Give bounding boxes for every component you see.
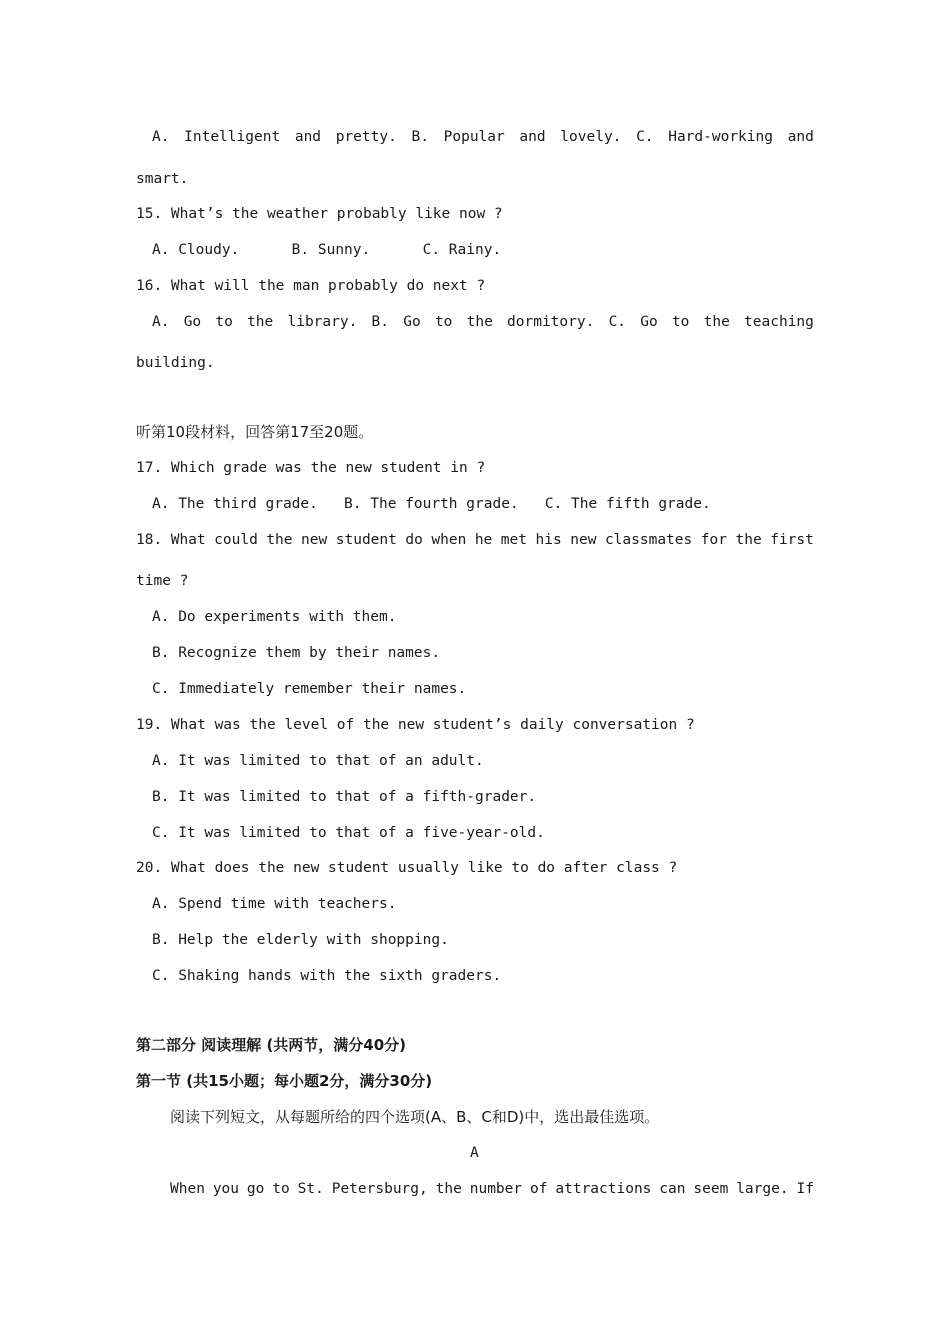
word: he (474, 532, 493, 548)
q16-continuation: building. (136, 355, 215, 371)
word: lovely. (560, 129, 622, 145)
q16-options (152, 312, 814, 332)
word: of (530, 1181, 548, 1197)
word: student (335, 532, 397, 548)
word: A. (152, 129, 170, 145)
word: first (770, 532, 814, 548)
word: to (434, 314, 453, 330)
q19-question: 19. What was the level of the new student’s daily conversation ? (136, 717, 695, 733)
word: Petersburg, (331, 1181, 428, 1197)
word: can (659, 1181, 686, 1197)
word: Go (403, 314, 421, 330)
word: If (796, 1181, 814, 1197)
q15-options: A. Cloudy. B. Sunny. C. Rainy. (152, 242, 502, 258)
q20-option-a: A. Spend time with teachers. (152, 896, 397, 912)
part2-heading: 第二部分 阅读理解 (共两节，满分40分) (136, 1036, 407, 1054)
q20-option-b: B. Help the elderly with shopping. (152, 932, 449, 948)
word: do (405, 532, 423, 548)
word: B. (371, 314, 390, 330)
word: could (214, 532, 258, 548)
word: St. (297, 1181, 324, 1197)
q18-question (136, 530, 814, 550)
q19-option-b: B. It was limited to that of a fifth-grader. (152, 789, 537, 805)
q14-continuation: smart. (136, 171, 189, 187)
word: and (519, 129, 546, 145)
word: go (246, 1181, 265, 1197)
word: his (535, 532, 562, 548)
q19-option-a: A. It was limited to that of an adult. (152, 753, 484, 769)
word: Popular (443, 129, 505, 145)
word: number (469, 1181, 523, 1197)
word: to (671, 314, 690, 330)
q15-question: 15. What’s the weather probably like now ? (136, 206, 503, 222)
word: A. (152, 314, 170, 330)
reading-instruction: 阅读下列短文，从每题所给的四个选项(A、B、C和D)中，选出最佳选项。 (170, 1108, 660, 1126)
word: Go (183, 314, 202, 330)
word: teaching (744, 314, 814, 330)
word: the (735, 532, 762, 548)
word: new (570, 532, 597, 548)
q16-question: 16. What will the man probably do next ? (136, 278, 486, 294)
section-note: 听第10段材料，回答第17至20题。 (136, 423, 374, 441)
word: to (272, 1181, 290, 1197)
word: attractions (555, 1181, 652, 1197)
passage-letter: A (470, 1145, 479, 1161)
word: you (212, 1181, 240, 1197)
word: C. (608, 314, 627, 330)
q18-option-a: A. Do experiments with them. (152, 609, 397, 625)
word: for (700, 532, 727, 548)
word: library. (287, 314, 358, 330)
word: When (170, 1181, 205, 1197)
word: pretty. (335, 129, 397, 145)
word: 18. (136, 532, 163, 548)
word: What (170, 532, 206, 548)
word: when (431, 532, 467, 548)
word: B. (411, 129, 429, 145)
q20-option-c: C. Shaking hands with the sixth graders. (152, 968, 502, 984)
word: seem (693, 1181, 729, 1197)
word: classmates (604, 532, 693, 548)
q18-option-c: C. Immediately remember their names. (152, 681, 467, 697)
word: C. (636, 129, 654, 145)
q17-options: A. The third grade. B. The fourth grade. C. The fifth grade. (152, 496, 711, 512)
word: Intelligent (184, 129, 281, 145)
q20-question: 20. What does the new student usually like to do after class ? (136, 860, 678, 876)
word: and (294, 129, 322, 145)
q18-option-b: B. Recognize them by their names. (152, 645, 441, 661)
q18-continuation: time ? (136, 573, 189, 589)
word: met (500, 532, 527, 548)
passage-first-line (170, 1179, 814, 1199)
word: new (301, 532, 328, 548)
word: the (266, 532, 293, 548)
word: Hard-working (668, 129, 773, 145)
q17-question: 17. Which grade was the new student in ? (136, 460, 486, 476)
word: large. (736, 1181, 789, 1197)
q19-option-c: C. It was limited to that of a five-year-old. (152, 825, 545, 841)
q14-options (152, 127, 814, 147)
word: to (215, 314, 233, 330)
word: the (247, 314, 274, 330)
word: the (435, 1181, 462, 1197)
word: the (703, 314, 730, 330)
word: dormitory. (507, 314, 595, 330)
word: and (787, 129, 814, 145)
word: the (466, 314, 493, 330)
word: Go (640, 314, 658, 330)
section1-heading: 第一节 (共15小题；每小题2分，满分30分) (136, 1072, 433, 1090)
